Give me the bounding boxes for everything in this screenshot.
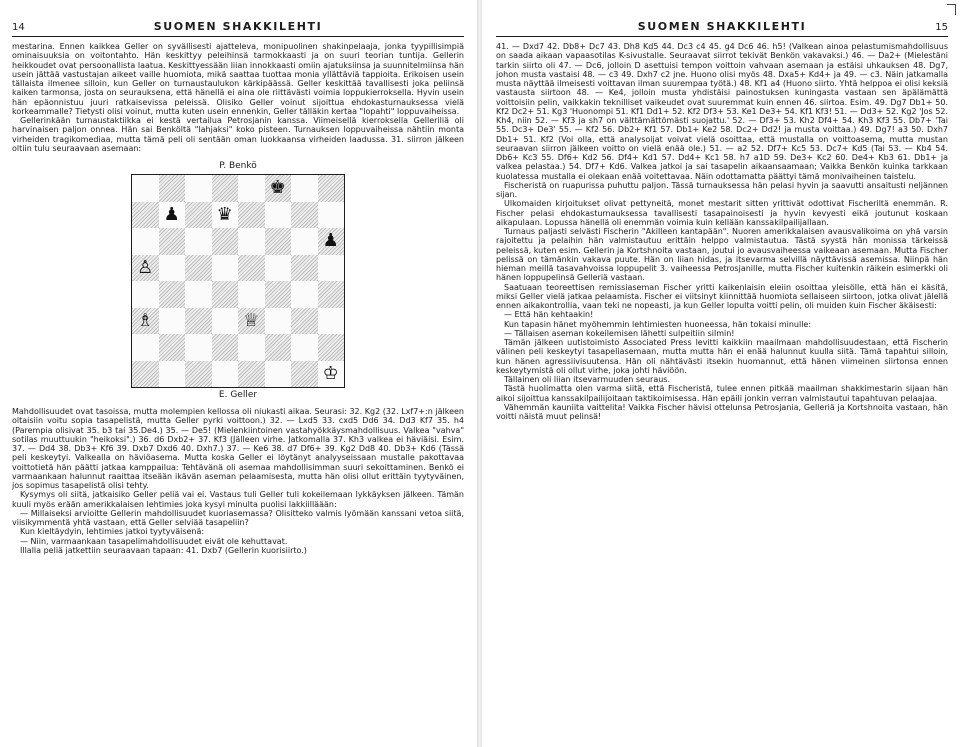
board-square bbox=[291, 281, 318, 308]
chess-board bbox=[131, 174, 345, 388]
board-square bbox=[265, 334, 292, 361]
board-square bbox=[132, 228, 159, 255]
board-square bbox=[159, 175, 186, 202]
board-square bbox=[132, 175, 159, 202]
chess-diagram bbox=[12, 159, 464, 403]
right-page bbox=[482, 0, 960, 747]
board-square bbox=[212, 228, 239, 255]
board-square bbox=[291, 361, 318, 388]
board-square bbox=[238, 281, 265, 308]
board-square bbox=[291, 228, 318, 255]
board-square bbox=[318, 281, 345, 308]
board-square bbox=[265, 361, 292, 388]
chess-piece: ♚ bbox=[269, 177, 286, 199]
board-square bbox=[291, 255, 318, 282]
board-square bbox=[212, 175, 239, 202]
left-paragraph-4: Kysymys oli siitä, jatkaisiko Geller peliä vai ei. Vastaus tuli Geller tuli kokeilemaan lykkäyksen jälkeen. Tämän kuuli myös erään amerikkalaisen lehtimies joka kysyi minulta puolisi lakkiilläään: bbox=[12, 490, 464, 509]
board-square bbox=[291, 308, 318, 335]
right-paragraph-1: 41. — Dxd7 42. Db8+ Dc7 43. Dh8 Kd5 44. Dc3 c4 45. g4 Dc6 46. h5! (Valkean ainoa pelastumismahdollisuus on saada aikaan vapaasotilas K-sivustalle. Seuraavat siirrot tekivät Benkön vakavaksi.) 46. — Da2+ (Mielestäni tarkin siirto oli 47. — Dc6, jolloin D asettuisi tempon voittoin vahvaan asemaan ja estäisi uhkauksen 48. Dg7, johon musta vastaisi 48. — c3 49. Dxh7 c2 jne. Huono olisi myös 48. Dxa5+ Kd4+ ja 49. — c3. Näin jatkamalla musta näyttää ilmeisesti voittavan ilman suurempaa työtä.) 48. Kf1 a4 (Huono siirto. Yhtä helppoa ei olisi keksiä vastausta siirtoon 48. — Ke4, jolloin musta yhdistäisi painostuksen kuningasta vastaan sen äpälämättä voittoisiin pelin, vaikkakin teknilliset vaikeudet ovat suuremmat kuin ennen 46. siirtoa. Esim. 49. Dg7 Db1+ 50. Kf2 Dc2+ 51. Kg3 'Huonompi 51. Kf1 Dd1+ 52. Kf2 Df3+ 53. Ke1 De3+ 54. Kf1 Kf3! 51. — Dd3+ 52. Kg2 'Jos 52. Kh4, niin 52. — Kf3 ja sh7 on välttämättömästi suojattu.' 52. — Df3+ 53. Kh2 Df4+ 54. Kh3 Kf3 55. Db7+ 'Tai 55. Dc3+ De3' 55. — Kf2 56. Db2+ Kf1 57. Db1+ Ke2 58. Dc2+ Dd2! ja musta voittaa.) 49. Dg7! a3 50. Dxh7 Db1+ 51. Kf2 (Voi olla, että analysoijat voivat vielä osoittaa, että mustalla on voittoasema, mutta mustan seuraavan siirron jälkeen voitto on vielä enää ole.) 51. — a2 52. Df7+ Kc5 53. Dc7+ Kd5 (Tai 53. — Kb4 54. Db6+ Kc3 55. Df6+ Kd2 56. Df4+ Kd1 57. Dd4+ Kc1 58. h7 a1D 59. De3+ Kc2 60. De4+ Kb3 61. Db1+ ja valkea pelastaa.) 54. Df7+ Kd6. Valkea jatkoi ja sai tasapelin aikaansaamaan; Vaikka Benkön kuinka tarkkaan kuolatessa mustalla ei olekaan enää voitettavaa. Näin odottamatta päättyi tämä monivaiheinen taistelu. bbox=[496, 42, 948, 181]
board-square bbox=[132, 281, 159, 308]
right-paragraph-5: Saatuaan teoreettisen remissiaseman Fischer yritti kaikenlaisin eleiin osoittaa yleisölle, että hän ei käsitä, miksi Geller vielä jatkaa pelaamista. Fischer ei viitsinyt kiinnittää huomiota sellaiseen siirtoon, jotka olivat jälellä ennen aikakontrollia, vaan teki ne nopeasti, ja kun Geller lopulta voitti pelin, oli muiden kuin Fischer äkäisesti: bbox=[496, 282, 948, 310]
board-square bbox=[185, 202, 212, 229]
board-square bbox=[238, 202, 265, 229]
left-paragraph-1: mestarina. Ennen kaikkea Geller on syvällisesti ajatteleva, monipuolinen shakinpelaaja, jonka tyypillisimpiä ominaisuuksia on voitontahto. Hän keskittyy peleihinsä tarmokkaasti ja on suuri teorian tuntija. Gellerin heikkoudet ovat persoonallista laatua. Keskittyessään liian innokkaasti omiin ajatuksiinsa ja suunnitelmiinsa hän usein jättää vastustajan aikeet vaille huomiota, mikä saattaa tuottaa monia yllättäviä tappioita. Erikoisen usein tällaista ilmenee silloin, kun Geller on turnaustaulukon kärkipäässä. Geller keskittää tavallisesti joka peliinsä kaiken tarmonsa, josta on seurauksena, että hänellä ei aina ole riittävästi voimia loppukierroksella. Hyvin usein hän epäonnistuu juuri ratkaisevissa peleissä. Olisiko Geller voinut sijoittua ehdokasturnauksessa vielä korkeammalle? Tietysti olisi voinut, mutta kuten usein ennenkin, Geller tälläkin kertaa "lopahti" loppuvaiheissa. bbox=[12, 42, 464, 116]
board-square bbox=[185, 361, 212, 388]
chess-piece: ♟ bbox=[163, 203, 180, 225]
chess-piece: ♟ bbox=[322, 230, 339, 252]
right-paragraph-8: — Tällaisen aseman kokeilemisen lähetti sulpeitiin silmin! bbox=[504, 328, 735, 338]
left-page-number: 14 bbox=[12, 22, 25, 33]
board-square bbox=[159, 334, 186, 361]
board-square bbox=[265, 308, 292, 335]
right-paragraph-4: Turnaus paljasti selvästi Fischerin "Akilleen kantapään". Nuoren amerikkalaisen avausvalikoima on yhä varsin rajoitettu ja pelaihin hän valmistautuu erittäin helppo valmistautua. Tästä syystä hän monissa tärkeissä peleissä, kuten esim. Gellerin ja Kortshnoita vastaan, joutui jo avausvaiheessa vaikeaan asemaan. Mutta Fischer pelissä on tämänkin vakava puute. Hän on liian hidas, ja itsevarma selvillä näyttävissä asemissa. Niinpä hän hieman meillä tasavahvoissa loppupelit 3. vaiheessa Petrosjanille, mutta Fischer kuitenkin räikein esimerkki oli hänen loppupelinsä Gelleriä vastaan. bbox=[496, 227, 948, 283]
board-square bbox=[159, 228, 186, 255]
right-paragraph-3: Ulkomaiden kirjoitukset olivat pettyneitä, monet mestarit sitten yrittivät odottivat Fischeriltä enemmän. R. Fischer pelasi ehdokasturnauksessa tavallisesti tasapainoisesti ja hyvin kevyesti eikä joutunut koskaan aikapulaan. Lopussa hänellä oli enemmän voimia kuin kellään kanssakilpailijallaan. bbox=[496, 199, 948, 227]
board-square bbox=[318, 228, 345, 255]
board-square bbox=[238, 255, 265, 282]
board-square bbox=[132, 361, 159, 388]
left-paragraph-2: Gellerinkään turnaustaktiikka ei kestä vertailua Petrosjanin kanssa. Viimeisellä kierroksella Gelleriliä oli harvinaisen paljon onnea. Hän sai Benköltä "lahjaksi" koko pisteen. Turnauksen loppuvaiheissa nähtiin monta virheiden tragikomediaa, mutta tämä peli oli sentään oman luokkaansa virheiden laadussa. 31. siirron jälkeen oltiin tulu seuraavaan asemaan: bbox=[12, 116, 464, 153]
board-square bbox=[132, 255, 159, 282]
right-running-title: SUOMEN SHAKKILEHTI bbox=[637, 20, 807, 33]
right-page-number: 15 bbox=[935, 22, 948, 33]
board-square bbox=[238, 175, 265, 202]
board-square bbox=[291, 334, 318, 361]
board-square bbox=[159, 308, 186, 335]
board-square bbox=[185, 228, 212, 255]
board-square bbox=[291, 202, 318, 229]
chess-piece: ♕ bbox=[243, 309, 260, 331]
board-square bbox=[265, 281, 292, 308]
board-square bbox=[318, 202, 345, 229]
board-square bbox=[185, 334, 212, 361]
board-square bbox=[159, 202, 186, 229]
board-square bbox=[291, 175, 318, 202]
board-square bbox=[159, 281, 186, 308]
board-square bbox=[212, 202, 239, 229]
right-paragraph-9: Tämän jälkeen uutistoimisto Associated Press levitti kaikkiin maailmaan mahdollisuudestaan, että Fischerin välinen peli keskeytyi tasapeliasemaan, mutta mutta hän ei enää halunnut kuulla siitä. Tämä tapahtui silloin, kun hänen agressiivisuutensa. Hän oli nähtävästi itsekin huomannut, että hänen viimeinen siirtonsa ennen keskeytymistä oli ollut virhe, joka johti häviöön. bbox=[496, 338, 948, 375]
board-square bbox=[185, 308, 212, 335]
chess-piece: ♛ bbox=[216, 203, 233, 225]
page-corner-mark bbox=[947, 4, 956, 15]
board-square bbox=[318, 361, 345, 388]
board-square bbox=[318, 255, 345, 282]
board-square bbox=[212, 334, 239, 361]
chess-piece: ♔ bbox=[322, 362, 339, 384]
board-square bbox=[318, 175, 345, 202]
right-paragraph-12: Vähemmän kauniita vaittelita! Vaikka Fischer hävisi ottelunsa Petrosjania, Gelleriä ja Kortshnoita vastaan, hän voitti näistä muut pelinsä! bbox=[496, 402, 948, 421]
board-square bbox=[212, 281, 239, 308]
board-square bbox=[159, 255, 186, 282]
board-square bbox=[185, 281, 212, 308]
board-square bbox=[212, 361, 239, 388]
board-square bbox=[132, 202, 159, 229]
white-player-name: E. Geller bbox=[218, 390, 258, 400]
left-page bbox=[0, 0, 478, 747]
left-paragraph-8: Illalla peliä jatkettiin seuraavaan tapaan: 41. Dxb7 (Gellerin kuorisiirto.) bbox=[20, 545, 307, 555]
board-square bbox=[212, 255, 239, 282]
left-running-title: SUOMEN SHAKKILEHTI bbox=[153, 20, 323, 33]
board-square bbox=[265, 175, 292, 202]
right-paragraph-2: Fischeristä on ruapurissa puhuttu paljon. Tässä turnauksessa hän pelasi hyvin ja saavutti ansaitusti neljännen sijan. bbox=[496, 180, 948, 199]
board-square bbox=[159, 361, 186, 388]
board-square bbox=[318, 308, 345, 335]
chess-piece: ♗ bbox=[137, 309, 154, 331]
right-paragraph-7: Kun tapasin hänet myöhemmin lehtimiesten huoneessa, hän tokaisi minulle: bbox=[504, 319, 812, 329]
left-paragraph-7: — Niin, varmaankaan tasapelimahdollisuudet eivät ole kehuttavat. bbox=[20, 536, 288, 546]
left-page-header bbox=[12, 20, 464, 37]
board-square bbox=[265, 228, 292, 255]
chess-piece: ♙ bbox=[137, 256, 154, 278]
black-player-name: P. Benkö bbox=[219, 161, 257, 171]
left-paragraph-3: Mahdollisuudet ovat tasoissa, mutta molempien kellossa oli niukasti aikaa. Seurasi: 32. Kg2 (32. Lxf7+:n jälkeen oltaisiin voitu sopia tasapelistä, mutta Geller pyrki voittoon.) 32. — Lxd5 33. cxd5 Dd6 34. Dd3 Kf7 35. h4 (Parempia olisivat 35. b3 tai 35.De4.) 35. — De5! (Mielenkiintoinen vastahyökkäysmahdollisuus. Valkea "vahva" sotilas muuttuukin "heikoksi".) 36. d6 Dxb2+ 37. Kf3 (Jälleen virhe. Jatkomalla 37. Kh3 valkea ei häviäisi. Esim. 37. — Dd4 38. Db3+ Kf6 39. Dxb7 Dxd6 40. Dxh7.) 37. — Ke6 38. d7 Df6+ 39. Kg2 Dd8 40. Db3+ Kd6 (Tässä peli keskeytyi. Valkealla on häviöasema. Mutta koska Geller ei löytänyt analyyseissaan mustalle pakottavaa voittotietä hän päätti jatkaa kamppailua: Tehtävänä oli asemaa mahdollisimman suuri sekoittaminen. Benkö ei varmaankaan halunnut raaittaa itseään ikävän aseman pelaamisesta, mutta hän olisi ollut erittäin tyytyväinen, jos sopimus tasapelistä olisi tehty. bbox=[12, 407, 464, 490]
board-square bbox=[265, 255, 292, 282]
board-square bbox=[238, 361, 265, 388]
left-paragraph-6: Kun kieltäydyin, lehtimies jatkoi tyytyväisenä: bbox=[20, 527, 205, 537]
board-square bbox=[185, 175, 212, 202]
board-square bbox=[238, 334, 265, 361]
board-square bbox=[132, 334, 159, 361]
board-square bbox=[132, 308, 159, 335]
board-square bbox=[185, 255, 212, 282]
board-square bbox=[265, 202, 292, 229]
board-square bbox=[238, 228, 265, 255]
board-square bbox=[238, 308, 265, 335]
left-paragraph-5: — Millaiseksi arvioitte Gellerin mahdollisuudet kuoriasemassa? Olisittеko valmis lyömään kanssani vetoa siitä, viisikymmentä yhtä vastaan, että Geller selviää tasapeliin? bbox=[12, 508, 464, 527]
right-paragraph-10: Tällainen oli liian itsevarmuuden seuraus. bbox=[504, 375, 671, 384]
right-paragraph-11: Tästä huolimatta olen varma siitä, että Fischeristä, tulee ennen pitkää maailman shakkimestarin sijaan hän aikoi sijoittua kanssakilpailijoitaan taktikoimisessa. Hän epäili jonkin verran valmistautui tapahtuvan pelaajaa. bbox=[496, 384, 948, 403]
right-page-header bbox=[496, 20, 948, 37]
board-square bbox=[318, 334, 345, 361]
right-paragraph-6: — Että hän kehtaakin! bbox=[504, 310, 594, 320]
board-square bbox=[212, 308, 239, 335]
